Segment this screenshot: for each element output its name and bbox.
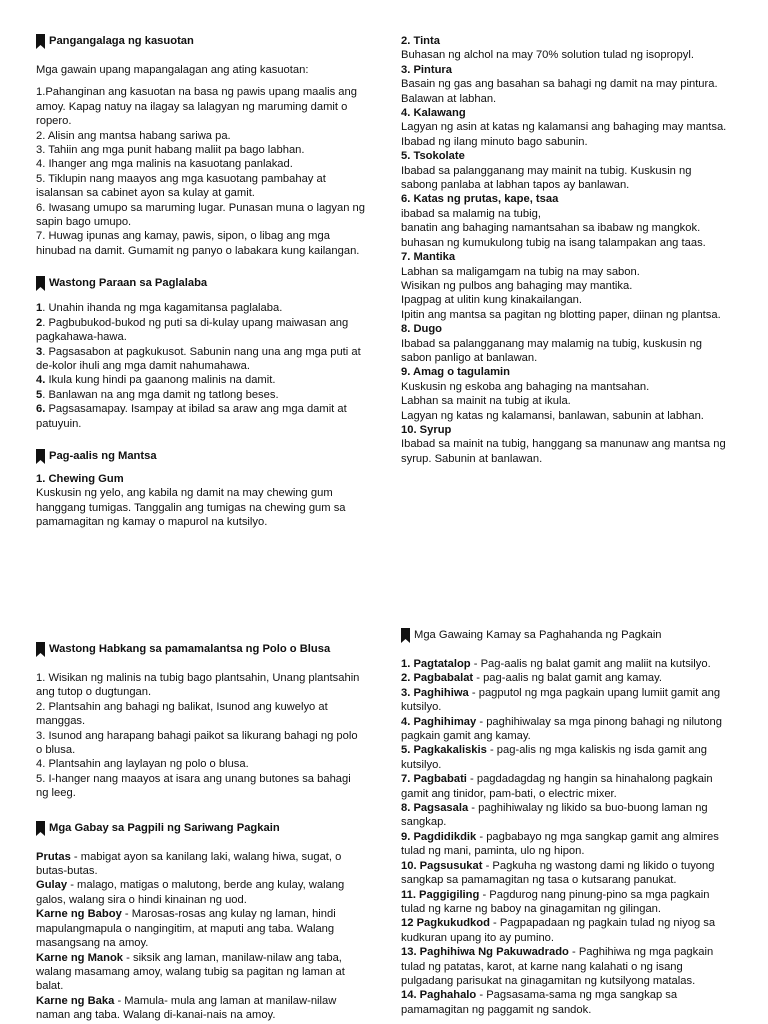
food-item: Karne ng Baka - Mamula- mula ang laman at manilaw-nilaw naman ang taba. Walang di-kanai-nais na amoy.: [36, 994, 337, 1022]
stain-entry: [401, 106, 731, 149]
prep-item: 10. Pagsusukat - Pagkuha ng wastong dami ng likido o tuyong sangkap sa pamamagitan ng tasa o kutsarang panukat.: [401, 859, 715, 887]
laundry-item: 2. Pagbubukod-bukod ng puti sa di-kulay upang maiwasan ang pagkahawa-hawa.: [36, 316, 349, 344]
section-title-ironing: Wastong Habkang sa pamamalantsa ng Polo o Blusa: [36, 642, 366, 657]
stain-entry-title: 10. Syrup: [401, 423, 452, 436]
prep-item: 12 Pagkukudkod - Pagpapadaan ng pagkain tulad ng niyog sa kudkuran upang ito ay pumino.: [401, 917, 716, 944]
stain-entry: [401, 192, 731, 250]
stain-entry-text: Ibabad sa palangganang may malamig na tubig, kuskusin ng sabon panligo at banlawan.: [401, 337, 703, 364]
stain-entry: [401, 34, 731, 63]
prep-item: 2. Pagbabalat - pag-aalis ng balat gamit ang kamay.: [401, 672, 662, 685]
stain-entry-title: 4. Kalawang: [401, 107, 466, 120]
care-item: 7. Huwag ipunas ang kamay, pawis, sipon, o libag ang mga hinubad na damit. Gumamit ng panyo o labakara kung kailangan.: [36, 230, 360, 257]
prep-item: 3. Paghihiwa - pagputol ng mga pagkain upang lumiit gamit ang kutsilyo.: [401, 686, 721, 714]
stain-entry-text: Buhasan ng alchol na may 70% solution tulad ng isopropyl.: [401, 49, 694, 62]
stain-entry-text: Basain ng gas ang basahan sa bahagi ng damit na may pintura. Balawan at labhan.: [401, 78, 718, 105]
stain-entry-title: 5. Tsokolate: [401, 150, 465, 163]
prep-item: 13. Paghihiwa Ng Pakuwadrado - Paghihiwa ng mga pagkain tulad ng patatas, karot, at karne nang kalahati o ng isang pulgadang parisukat na ginagamitan ng kutsilyong matalas.: [401, 946, 714, 987]
ironing-item: 5. I-hanger nang maayos at isara ang unang butones sa bahagi ng leeg.: [36, 772, 351, 800]
stain-entry: [401, 149, 731, 192]
stain-entry-text: Ibabad sa palangganang may mainit na tubig. Kuskusin ng sabong panlaba at labhan tapos ay banlawan.: [401, 164, 692, 192]
section-title-food: Mga Gabay sa Pagpili ng Sariwang Pagkain: [36, 821, 366, 836]
stain-entry-title: 2. Tinta: [401, 35, 440, 47]
care-item: 5. Tiklupin nang maayos ang mga kasuotang pambahay at isalansan sa cabinet ayon sa kulay at gamit.: [36, 172, 326, 200]
stain-entry-title: 6. Katas ng prutas, kape, tsaa: [401, 193, 559, 206]
stain-entry-title: 8. Dugo: [401, 323, 443, 336]
ironing-item: 4. Plantsahin ang laylayan ng polo o blusa.: [36, 758, 249, 771]
food-item: Karne ng Baboy - Marosas-rosas ang kulay ng laman, hindi mapulangmapula o nangingitim, at maputi ang taba. Walang masangsang na amoy.: [36, 908, 336, 950]
stain-entry: [401, 322, 731, 365]
stain-entry: [401, 250, 731, 322]
prep-item: 1. Pagtatalop - Pag-aalis ng balat gamit ang maliit na kutsilyo.: [401, 658, 711, 670]
bookmark-icon: [36, 821, 45, 836]
bottom-right-column: [401, 628, 736, 1017]
section-title-care: Pangangalaga ng kasuotan: [36, 34, 366, 49]
laundry-item: 3. Pagsasabon at pagkukusot. Sabunin nang una ang mga puti at de-kolor ihuli ang mga damit nahumahawa.: [36, 345, 361, 372]
bookmark-icon: [401, 628, 410, 643]
laundry-item: 1. Unahin ihanda ng mga kagamitansa paglalaba.: [36, 302, 283, 315]
section-title-laundry: Wastong Paraan sa Paglalaba: [36, 276, 366, 291]
care-item: 4. Ihanger ang mga malinis na kasuotang panlakad.: [36, 158, 293, 171]
prep-item: 5. Pagkakaliskis - pag-alis ng mga kaliskis ng isda gamit ang kutsilyo.: [401, 744, 707, 771]
food-item: Gulay - malago, matigas o malutong, berde ang kulay, walang galos, walang sira o hindi kinainan ng uod.: [36, 879, 345, 906]
ironing-item: 2. Plantsahin ang bahagi ng balikat, Isunod ang kuwelyo at manggas.: [36, 700, 328, 728]
bookmark-icon: [36, 276, 45, 291]
top-right-column: [401, 34, 731, 466]
laundry-item: 5. Banlawan na ang mga damit ng tatlong beses.: [36, 388, 279, 401]
stain-entry-title: 7. Mantika: [401, 251, 456, 264]
prep-item: 8. Pagsasala - paghihiwalay ng likido sa buo-buong laman ng sangkap.: [401, 802, 708, 829]
bookmark-icon: [36, 449, 45, 464]
prep-item: 7. Pagbabati - pagdadagdag ng hangin sa hinahalong pagkain gamit ang tinidor, pam-bati, o electric mixer.: [401, 773, 713, 800]
laundry-item: 4. Ikula kung hindi pa gaanong malinis na damit.: [36, 374, 276, 387]
stain-entry-title: 9. Amag o tagulamin: [401, 366, 510, 379]
prep-item: 9. Pagdidikdik - pagbabayo ng mga sangkap gamit ang almires tulad ng mani, paminta, ulo ng hipon.: [401, 830, 719, 858]
stain-entry: [401, 63, 731, 106]
laundry-item: 6. Pagsasamapay. Isampay at ibilad sa araw ang mga damit at patuyuin.: [36, 403, 347, 430]
prep-item: 14. Paghahalo - Pagsasama-sama ng mga sangkap sa pamamagitan ng paggamit ng sandok.: [401, 989, 678, 1016]
care-intro: Mga gawain upang mapangalagan ang ating kasuotan:: [36, 64, 309, 76]
care-item: 2. Alisin ang mantsa habang sariwa pa.: [36, 129, 231, 142]
ironing-item: 3. Isunod ang harapang bahagi paikot sa likurang bahagi ng polo o blusa.: [36, 729, 358, 757]
food-item: Prutas - mabigat ayon sa kanilang laki, walang hiwa, sugat, o butas-butas.: [36, 850, 342, 878]
prep-item: 4. Paghihimay - paghihiwalay sa mga pinong bahagi ng nilutong pagkain gamit ang kamay.: [401, 715, 722, 743]
care-item: 6. Iwasang umupo sa maruming lugar. Punasan muna o lagyan ng sapin bago umupo.: [36, 201, 365, 229]
bookmark-icon: [36, 642, 45, 657]
care-item: 3. Tahiin ang mga punit habang maliit pa bago labhan.: [36, 144, 305, 157]
section-title-food-prep: Mga Gawaing Kamay sa Paghahanda ng Pagkain: [401, 628, 736, 643]
bottom-left-column: [36, 642, 366, 1023]
section-title-stain: Pag-aalis ng Mantsa: [36, 449, 366, 464]
stain-entry: [401, 423, 731, 466]
stain-entry-text: Ibabad sa mainit na tubig, hanggang sa manunaw ang mantsa ng syrup. Sabunin at banlawan.: [401, 438, 726, 465]
stain-entry: [401, 365, 731, 423]
care-item: 1.Pahanginan ang kasuotan na basa ng pawis upang maalis ang amoy. Kapag natuy na ilagay sa lalagyan ng maruming damit o ropero.: [36, 86, 357, 128]
stain-item-text: Kuskusin ng yelo, ang kabila ng damit na may chewing gum hanggang tumigas. Tanggalin ang tumigas na chewing gum sa pamamagitan ng kamay o mapurol na kutsilyo.: [36, 487, 346, 529]
prep-item: 11. Paggigiling - Pagdurog nang pinung-pino sa mga pagkain tulad ng karne ng baboy na ginagamitan ng gilingan.: [401, 888, 710, 915]
stain-entry-text: ibabad sa malamig na tubig, banatin ang bahaging namantsahan sa ibabaw ng mangkok. buhasan ng kumukulong tubig na isang talampakan ang taas.: [401, 207, 706, 249]
stain-entry-text: Lagyan ng asin at katas ng kalamansi ang bahaging may mantsa. Ibabad ng ilang minuto bago sabunin.: [401, 121, 727, 148]
stain-item-title: 1. Chewing Gum: [36, 472, 124, 485]
bookmark-icon: [36, 34, 45, 49]
stain-entry-text: Kuskusin ng eskoba ang bahaging na mantsahan. Labhan sa mainit na tubig at ikula. Lagyan ng katas ng kalamansi, banlawan, sabunin at labhan.: [401, 380, 704, 422]
top-left-column: [36, 34, 366, 530]
stain-entry-text: Labhan sa maligamgam na tubig na may sabon. Wisikan ng pulbos ang bahaging may mantika. Ipagpag at ulitin kung kinakailangan. Ipitin ang mantsa sa pagitan ng blotting paper, diinan ng plantsa.: [401, 265, 721, 321]
ironing-item: 1. Wisikan ng malinis na tubig bago plantsahin, Unang plantsahin ang tutop o dugtungan.: [36, 672, 360, 699]
food-item: Karne ng Manok - siksik ang laman, manilaw-nilaw ang taba, walang masamang amoy, walang tubig sa pagitan ng laman at balat.: [36, 951, 345, 993]
stain-entry-title: 3. Pintura: [401, 63, 452, 76]
